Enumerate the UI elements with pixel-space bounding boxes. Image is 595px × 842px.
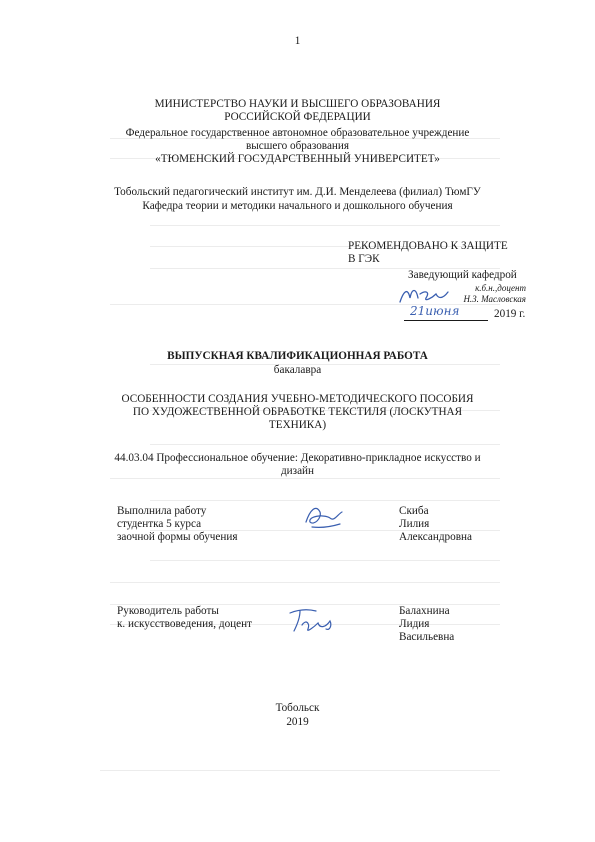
- approval-line-1: РЕКОМЕНДОВАНО К ЗАЩИТЕ: [348, 240, 508, 252]
- approval-year: 2019 г.: [494, 308, 526, 320]
- approval-line-2: В ГЭК: [348, 253, 380, 265]
- thesis-title-line-2: ПО ХУДОЖЕСТВЕННОЙ ОБРАБОТКЕ ТЕКСТИЛЯ (ЛОСКУТНАЯ: [132, 406, 463, 418]
- supervisor-patronymic: Васильевна: [399, 631, 455, 643]
- ministry-line-1: МИНИСТЕРСТВО НАУКИ И ВЫСШЕГО ОБРАЗОВАНИЯ: [154, 98, 441, 110]
- thesis-title-line-3: ТЕХНИКА): [268, 419, 327, 431]
- thesis-title-line-1: ОСОБЕННОСТИ СОЗДАНИЯ УЧЕБНО-МЕТОДИЧЕСКОГО ПОСОБИЯ: [121, 393, 474, 405]
- supervisor-role-line-1: Руководитель работы: [117, 605, 219, 617]
- supervisor-signature-icon: [286, 605, 336, 637]
- author-surname: Скиба: [399, 505, 429, 517]
- work-level: бакалавра: [273, 364, 322, 376]
- author-role-line-1: Выполнила работу: [117, 505, 207, 517]
- footer-city: Тобольск: [275, 702, 320, 714]
- department-name: Кафедра теории и методики начального и дошкольного обучения: [142, 200, 453, 212]
- supervisor-surname: Балахнина: [399, 605, 450, 617]
- ministry-line-2: РОССИЙСКОЙ ФЕДЕРАЦИИ: [224, 111, 371, 123]
- author-signature-icon: [300, 500, 346, 532]
- university-name: «ТЮМЕНСКИЙ ГОСУДАРСТВЕННЫЙ УНИВЕРСИТЕТ»: [155, 153, 440, 165]
- author-first-name: Лилия: [399, 518, 430, 530]
- author-patronymic: Александровна: [399, 531, 472, 543]
- page-number: 1: [294, 35, 301, 47]
- branch-name: Тобольский педагогический институт им. Д.И. Менделеева (филиал) ТюмГУ: [114, 186, 481, 198]
- footer-year: 2019: [286, 716, 309, 728]
- head-signature-icon: [396, 284, 456, 306]
- specialty-line-2: дизайн: [280, 465, 315, 477]
- author-role-line-3: заочной формы обучения: [117, 531, 238, 543]
- head-of-department-title: Заведующий кафедрой: [408, 269, 517, 281]
- institution-line-2: высшего образования: [245, 140, 350, 152]
- specialty-line-1: 44.03.04 Профессиональное обучение: Декоративно-прикладное искусство и: [114, 452, 481, 464]
- head-degree: к.б.н.,доцент: [475, 283, 526, 293]
- work-type: ВЫПУСКНАЯ КВАЛИФИКАЦИОННАЯ РАБОТА: [167, 350, 428, 362]
- author-role-line-2: студентка 5 курса: [117, 518, 202, 530]
- head-name: Н.З. Масловская: [463, 294, 526, 304]
- supervisor-first-name: Лидия: [399, 618, 430, 630]
- institution-line-1: Федеральное государственное автономное образовательное учреждение: [125, 127, 470, 139]
- approval-handwritten-date: 21июня: [410, 304, 460, 318]
- supervisor-role-line-2: к. искусствоведения, доцент: [117, 618, 252, 630]
